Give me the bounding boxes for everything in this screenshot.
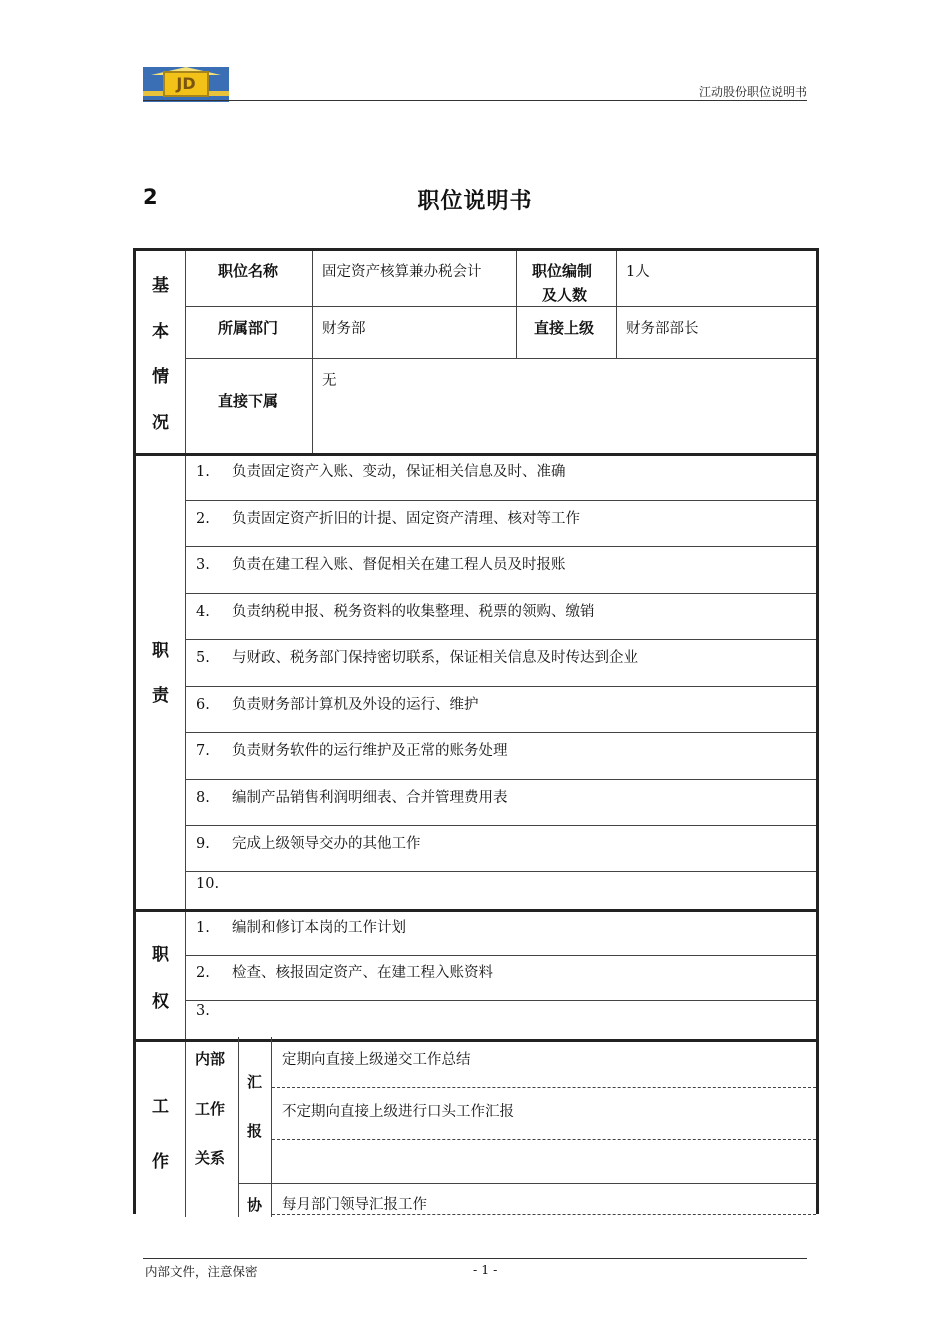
subordinate-label: 直接下属 xyxy=(218,392,279,410)
divider xyxy=(185,912,186,1039)
footer-rule xyxy=(143,1258,807,1259)
basic-char-3: 情 xyxy=(152,367,169,388)
duty-text: 完成上级领导交办的其他工作 xyxy=(232,836,421,852)
divider xyxy=(185,871,816,872)
dashed-divider xyxy=(272,1139,816,1140)
headcount-label-line1: 职位编制 xyxy=(532,262,593,280)
internal-label-2: 工作 xyxy=(195,1100,226,1118)
authority-char-1: 职 xyxy=(152,945,169,965)
divider xyxy=(238,1037,239,1217)
divider xyxy=(185,546,816,547)
duty-num: 2. xyxy=(196,511,210,527)
duty-item-4 xyxy=(196,600,595,621)
work-char-1: 工 xyxy=(152,1097,169,1117)
authority-num: 3. xyxy=(196,1003,210,1019)
duty-num: 4. xyxy=(196,604,210,620)
internal-label-1: 内部 xyxy=(195,1050,226,1068)
basic-section-label xyxy=(136,251,185,453)
duty-item-6 xyxy=(196,693,479,714)
duty-text: 负责财务软件的运行维护及正常的账务处理 xyxy=(232,743,508,759)
duty-num: 8. xyxy=(196,790,210,806)
internal-label-3: 关系 xyxy=(195,1149,226,1167)
duty-item-3 xyxy=(196,553,566,574)
superior-value: 财务部部长 xyxy=(626,321,699,337)
divider xyxy=(185,955,816,956)
authority-char-2: 权 xyxy=(152,992,169,1012)
duty-num: 7. xyxy=(196,743,210,759)
divider xyxy=(185,593,816,594)
coop-char: 协 xyxy=(247,1196,263,1214)
divider xyxy=(238,1183,816,1184)
authority-section-label xyxy=(136,921,185,1031)
duty-text: 负责固定资产折旧的计提、固定资产清理、核对等工作 xyxy=(232,511,580,527)
position-name-value: 固定资产核算兼办税会计 xyxy=(322,264,482,280)
divider xyxy=(516,251,517,359)
duty-num: 3. xyxy=(196,557,210,573)
duties-section-label xyxy=(136,626,185,716)
divider xyxy=(185,825,816,826)
duty-num: 10. xyxy=(196,876,220,892)
duty-text: 负责纳税申报、税务资料的收集整理、税票的领购、缴销 xyxy=(232,604,595,620)
duty-text: 编制产品销售利润明细表、合并管理费用表 xyxy=(232,790,508,806)
report-item-1: 定期向直接上级递交工作总结 xyxy=(282,1052,471,1068)
headcount-label-line2: 及人数 xyxy=(542,286,588,304)
basic-char-2: 本 xyxy=(152,321,169,342)
duties-char-1: 职 xyxy=(152,641,169,661)
divider xyxy=(185,251,186,454)
divider xyxy=(271,1037,272,1217)
divider xyxy=(185,1000,816,1001)
section-divider xyxy=(136,453,816,456)
duties-char-2: 责 xyxy=(152,686,169,706)
work-char-2: 作 xyxy=(152,1152,169,1172)
footer-confidential: 内部文件，注意保密 xyxy=(145,1264,258,1279)
duty-num: 9. xyxy=(196,836,210,852)
authority-num: 1. xyxy=(196,920,210,936)
divider xyxy=(185,358,816,359)
duty-num: 1. xyxy=(196,464,210,480)
duty-item-9 xyxy=(196,832,421,853)
company-logo xyxy=(143,67,229,102)
position-name-label: 职位名称 xyxy=(218,262,279,280)
footer-page-number: - 1 - xyxy=(473,1262,498,1277)
report-char-1: 汇 xyxy=(247,1073,263,1091)
duty-num: 5. xyxy=(196,650,210,666)
department-value: 财务部 xyxy=(322,321,366,337)
report-item-2: 不定期向直接上级进行口头工作汇报 xyxy=(282,1104,514,1120)
divider xyxy=(185,732,816,733)
divider xyxy=(185,686,816,687)
header-rule xyxy=(143,100,807,101)
divider xyxy=(616,251,617,359)
coop-item-1: 每月部门领导汇报工作 xyxy=(282,1197,427,1213)
section-number: 2 xyxy=(143,185,158,209)
duty-item-8 xyxy=(196,786,508,807)
duty-item-7 xyxy=(196,739,508,760)
report-char-2: 报 xyxy=(247,1122,263,1140)
header-doc-name: 江动股份职位说明书 xyxy=(698,85,807,99)
superior-label: 直接上级 xyxy=(534,319,595,337)
divider xyxy=(185,639,816,640)
job-description-table xyxy=(133,248,819,1214)
authority-text: 编制和修订本岗的工作计划 xyxy=(232,920,406,936)
duty-text: 与财政、税务部门保持密切联系，保证相关信息及时传达到企业 xyxy=(232,650,638,666)
dashed-divider xyxy=(272,1214,816,1215)
divider xyxy=(185,306,816,307)
duty-text: 负责财务部计算机及外设的运行、维护 xyxy=(232,697,479,713)
work-section-label xyxy=(136,1077,185,1187)
authority-item-2 xyxy=(196,961,493,982)
duty-item-10 xyxy=(196,876,232,892)
duty-item-1 xyxy=(196,460,566,481)
headcount-value: 1人 xyxy=(626,264,650,280)
logo-mark: JD xyxy=(163,71,209,97)
duty-text: 负责在建工程入账、督促相关在建工程人员及时报账 xyxy=(232,557,566,573)
divider xyxy=(185,456,186,910)
divider xyxy=(185,500,816,501)
duty-text: 负责固定资产入账、变动，保证相关信息及时、准确 xyxy=(232,464,566,480)
authority-text: 检查、核报固定资产、在建工程入账资料 xyxy=(232,965,493,981)
subordinate-value: 无 xyxy=(322,373,337,389)
authority-item-1 xyxy=(196,916,406,937)
divider xyxy=(185,1042,186,1217)
authority-item-3 xyxy=(196,1003,232,1019)
duty-item-2 xyxy=(196,507,580,528)
divider xyxy=(185,779,816,780)
page-title: 职位说明书 xyxy=(417,189,533,214)
dashed-divider xyxy=(272,1087,816,1088)
department-label: 所属部门 xyxy=(218,319,279,337)
divider xyxy=(312,251,313,454)
basic-char-4: 况 xyxy=(152,412,169,433)
duty-num: 6. xyxy=(196,697,210,713)
duty-item-5 xyxy=(196,646,638,667)
authority-num: 2. xyxy=(196,965,210,981)
basic-char-1: 基 xyxy=(152,276,169,297)
section-divider xyxy=(136,909,816,912)
